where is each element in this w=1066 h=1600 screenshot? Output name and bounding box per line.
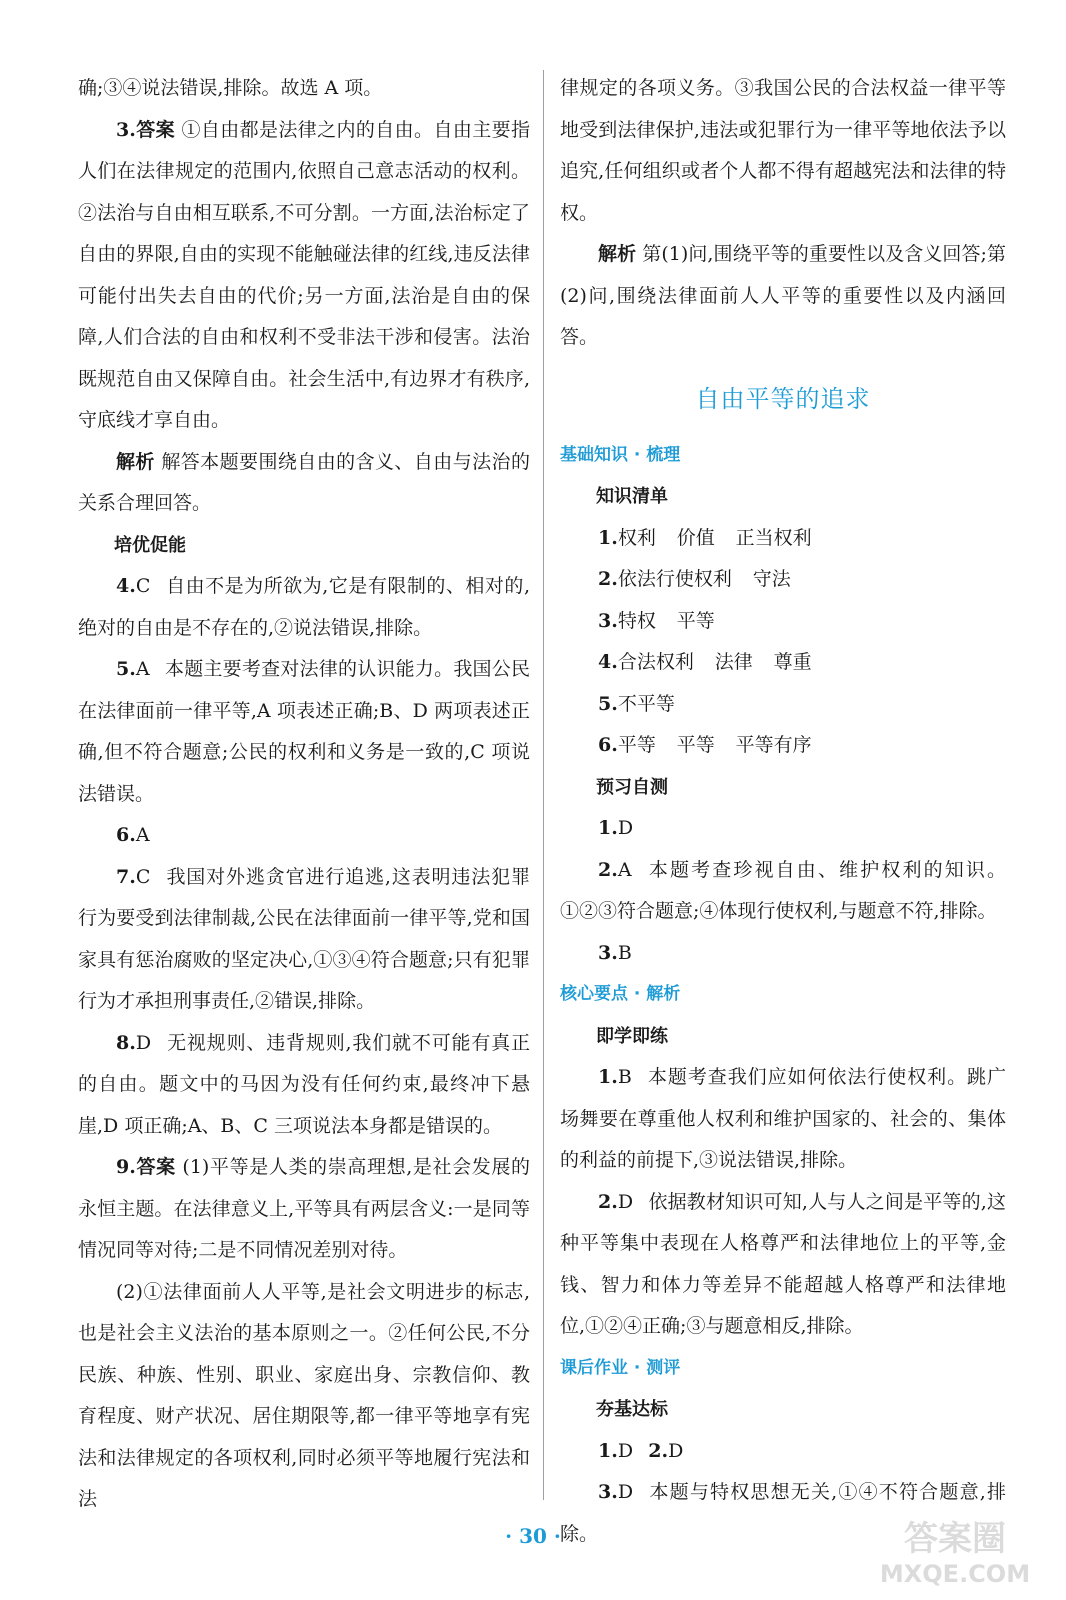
practice-answer-1: 1.B 本题考查我们应如何依法行使权利。跳广场舞要在尊重他人权利和维护国家的、社会的、集体的利益的前提下,③说法错误,排除。 [560,1066,1006,1171]
knowledge-list-item: 5.不平等 [598,692,675,715]
answer-3-explanation: 解析 解答本题要围绕自由的含义、自由与法治的关系合理回答。 [78,450,530,514]
heading-preview-test: 预习自测 [596,776,668,798]
section-bar-basics: 基础知识 · 梳理 [560,444,681,465]
answer-3: 3.答案 ①自由都是法律之内的自由。自由主要指人们在法律规定的范围内,依照自己意志活动的权利。②法治与自由相互联系,不可分割。一方面,法治标定了自由的界限,自由的实现不能触碰法律的红线,违反法律可能付出失去自由的代价;另一方面,法治是自由的保障,人们合法的自由和权利不受非法干涉和侵害。法治既规范自由又保障自由。社会生活中,有边界才有秩序,守底线才享自由。 [78,118,530,431]
knowledge-list-item: 2.依法行使权利 守法 [598,568,791,590]
column-divider [543,70,544,1500]
knowledge-list-item: 1.权利 价值 正当权利 [598,526,812,549]
answer-5: 5.A 本题主要考查对法律的认识能力。我国公民在法律面前一律平等,A 项表述正确;B、D 两项表述正确,但不符合题意;公民的权利和义务是一致的,C 项说法错误。 [78,658,530,805]
right-column [560,68,1006,1555]
knowledge-list-item: 4.合法权利 法律 尊重 [598,651,812,673]
section-bar-homework: 课后作业 · 测评 [560,1357,681,1378]
watermark-subtext: MXQE.COM [879,1560,1031,1588]
section-bar-core: 核心要点 · 解析 [560,984,681,1004]
answer-8: 8.D 无视规则、违背规则,我们就不可能有真正的自由。题文中的马因为没有任何约束,最终冲下悬崖,D 项正确;A、B、C 三项说法本身都是错误的。 [78,1031,530,1137]
preview-answer-2: 2.A 本题考查珍视自由、维护权利的知识。①②③符合题意;④体现行使权利,与题意不符,排除。 [560,858,1006,922]
heading-practice: 即学即练 [596,1025,668,1047]
homework-answer-3: 3.D 本题与特权思想无关,①④不符合题意,排除。 [560,1481,1006,1545]
watermark-logo [860,1510,1050,1590]
answer-7: 7.C 我国对外逃贪官进行追逃,这表明违法犯罪行为要受到法律制裁,公民在法律面前一律平等,党和国家具有惩治腐败的坚定决心,①③④符合题意;只有犯罪行为才承担刑事责任,②错误,排除。 [78,865,530,1012]
knowledge-list-item: 3.特权 平等 [598,609,715,632]
preview-answer-3: 3.B [598,941,632,964]
answer-9-explanation: 解析 第(1)问,围绕平等的重要性以及含义回答;第(2)问,围绕法律面前人人平等的重要性以及内涵回答。 [560,243,1006,348]
heading-peiyou: 培优促能 [114,534,186,556]
answer-4: 4.C 自由不是为所欲为,它是有限制的、相对的,绝对的自由是不存在的,②说法错误,排除。 [78,575,530,639]
answer-6: 6.A [116,824,150,846]
section-title: 自由平等的追求 [695,384,871,413]
answer-9-part-2: (2)①法律面前人人平等,是社会文明进步的标志,也是社会主义法治的基本原则之一。②任何公民,不分民族、种族、性别、职业、家庭出身、宗教信仰、教育程度、财产状况、居住期限等,都一律平等地享有宪法和法律规定的各项权利,同时必须平等地履行宪法和法 [78,1280,530,1510]
continuation-text: 确;③④说法错误,排除。故选 A 项。 [78,77,383,99]
homework-answers-1-2: 1.D 2.D [598,1439,684,1462]
practice-answer-2: 2.D 依据教材知识可知,人与人之间是平等的,这种平等集中表现在人格尊严和法律地位上的平等,金钱、智力和体力等差异不能超越人格尊严和法律地位,①②④正确;③与题意相反,排除。 [560,1190,1006,1337]
knowledge-list [560,518,1006,767]
page-number: · 30 · [505,1524,561,1548]
preview-answer-1: 1.D [598,817,634,839]
answer-9-part-1: 9.答案 (1)平等是人类的崇高理想,是社会发展的永恒主题。在法律意义上,平等具有两层含义:一是同等情况同等对待;二是不同情况差别对待。 [78,1156,530,1261]
heading-knowledge-list: 知识清单 [596,486,668,507]
continuation-text: 律规定的各项义务。③我国公民的合法权益一律平等地受到法律保护,违法或犯罪行为一律平等地依法予以追究,任何组织或者个人都不得有超越宪法和法律的特权。 [560,77,1006,224]
knowledge-list-item: 6.平等 平等 平等有序 [598,734,812,756]
left-column [78,68,530,1521]
watermark-text: 答案圈 [904,1519,1006,1559]
heading-foundation: 夯基达标 [596,1399,668,1420]
